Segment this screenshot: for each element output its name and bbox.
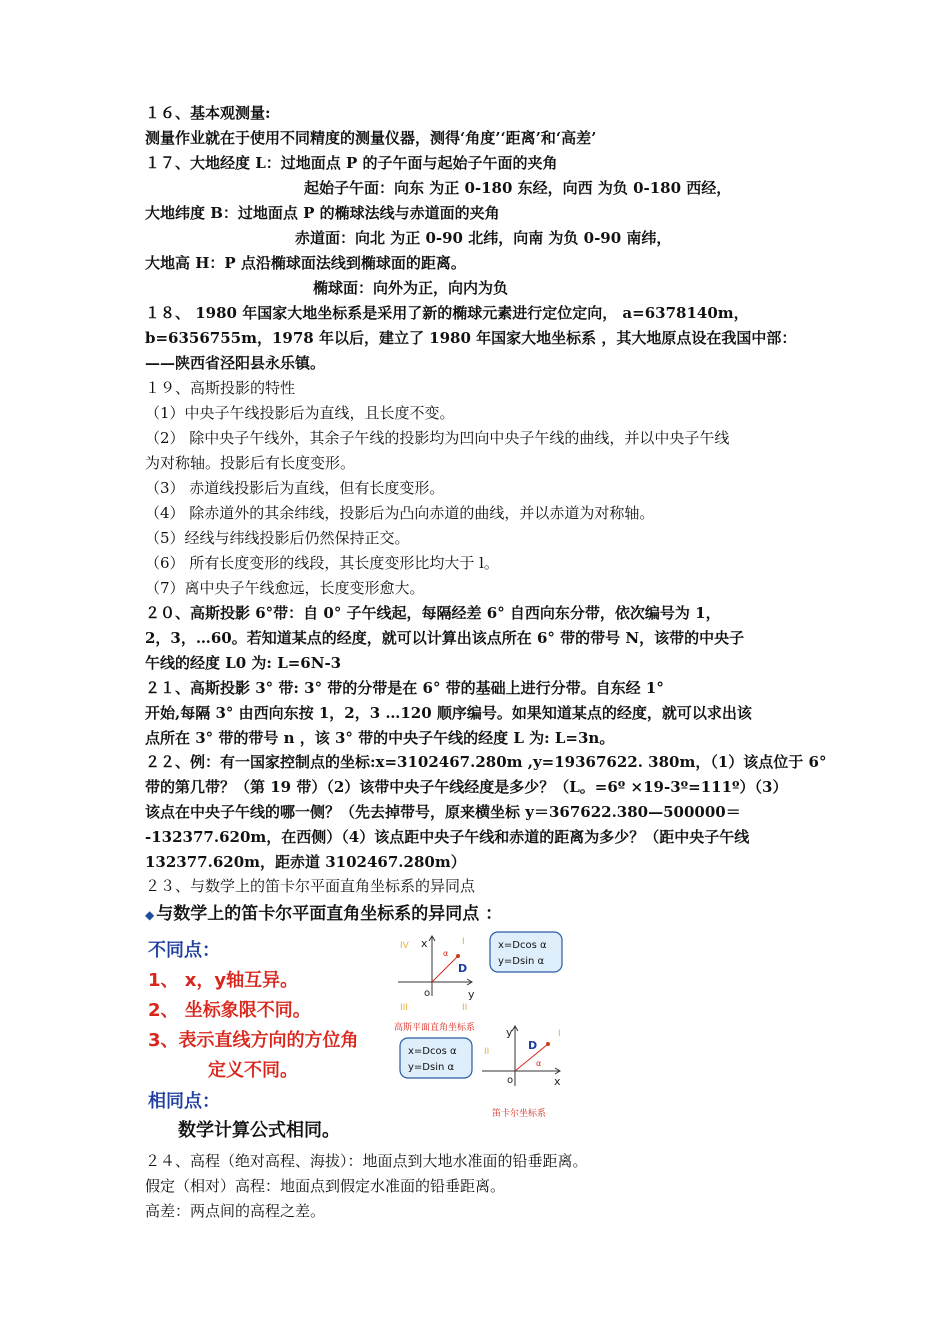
gauss-quadrant-label: II (462, 1003, 468, 1013)
gauss-caption: 高斯平面直角坐标系 (394, 1023, 476, 1033)
gauss-system (394, 932, 562, 1033)
gauss-alpha-label: α (443, 949, 449, 958)
gauss-formula-y: y=Dsin α (498, 956, 545, 967)
figure-title-text: 与数学上的笛卡尔平面直角坐标系的异同点 ： (156, 904, 503, 924)
section-24-title: ２４、高程（绝对高程、海拔）：地面点到大地水准面的铅垂距离。 (145, 1152, 588, 1170)
gauss-x-label: x (421, 937, 428, 950)
same-heading: 相同点： (148, 1091, 220, 1112)
text-line: -132377.620m，在西侧）（4）该点距中央子午线和赤道的距离为多少？（距中央子午线 (145, 828, 750, 846)
list-item: （2） 除中央子午线外，其余子午线的投影均为凹向中央子午线的曲线，并以中央子午线 (145, 429, 730, 447)
list-item: （1）中央子午线投影后为直线，且长度不变。 (145, 404, 455, 422)
cart-point-label: D (528, 1039, 538, 1052)
text-line: 该点在中央子午线的哪一侧？（先去掉带号，原来横坐标 y＝367622.380—500000＝ (145, 803, 741, 821)
section-19-title: １９、高斯投影的特性 (145, 379, 296, 397)
text-line: 2，3，…60。若知道某点的经度，就可以计算出该点所在 6° 带的带号 N，该带的中央子 (145, 629, 745, 647)
cart-alpha-label: α (536, 1059, 542, 1068)
cart-y-label: y (506, 1026, 513, 1039)
diff-heading: 不同点： (148, 940, 220, 961)
cart-quadrant-label: I (558, 1029, 561, 1039)
cartesian-system (400, 1026, 561, 1119)
gauss-quadrant-label: IV (400, 941, 409, 951)
section-17-title: １７、大地经度 L：过地面点 P 的子午面与起始子午面的夹角 (145, 154, 558, 172)
gauss-y-label: y (468, 988, 475, 1001)
text-line: b=6356755m，1978 年以后，建立了 1980 年国家大地坐标系 ，其大地原点设在我国中部： (145, 329, 797, 347)
same-item: 数学计算公式相同。 (178, 1120, 340, 1141)
cart-origin-label: o (507, 1075, 514, 1086)
gauss-direction-line (432, 956, 458, 982)
section-23-title: ２３、与数学上的笛卡尔平面直角坐标系的异同点 (145, 877, 476, 895)
text-line: 点所在 3° 带的带号 n ，该 3° 带的中央子午线的经度 L 为: L=3n。 (145, 729, 615, 747)
text-line: 假定（相对）高程：地面点到假定水准面的铅垂距离。 (145, 1177, 506, 1195)
diff-item: 定义不同。 (208, 1060, 298, 1081)
text-line: 大地纬度 B：过地面点 P 的椭球法线与赤道面的夹角 (145, 204, 500, 222)
text-line: 132377.620m，距赤道 3102467.280m） (145, 853, 466, 871)
cart-formula-x: x=Dcos α (408, 1046, 457, 1057)
text-line: 午线的经度 L0 为: L=6N-3 (145, 654, 342, 672)
cart-formula-y: y=Dsin α (408, 1062, 455, 1073)
diff-item: 2、 坐标象限不同。 (148, 1000, 311, 1021)
text-line: 测量作业就在于使用不同精度的测量仪器，测得‘角度’‘距离’和‘高差’ (145, 129, 597, 147)
gauss-origin-label: o (424, 988, 431, 999)
list-item: （7）离中央子午线愈远，长度变形愈大。 (145, 579, 425, 597)
gauss-quadrant-label: I (462, 937, 465, 947)
diff-item: 3、表示直线方向的方位角 (148, 1030, 359, 1051)
text-line: 高差：两点间的高程之差。 (145, 1202, 326, 1220)
section-18-title: １８、 1980 年国家大地坐标系是采用了新的椭球元素进行定位定向， a=6378140m， (145, 304, 749, 322)
gauss-point-label: D (458, 962, 468, 975)
cart-x-label: x (554, 1075, 561, 1088)
diamond-bullet-icon: ◆ (145, 908, 155, 922)
cart-point-marker (546, 1042, 550, 1046)
list-item: （6） 所有长度变形的线段，其长度变形比均大于 l。 (145, 554, 499, 572)
text-line: 赤道面：向北 为正 0-90 北纬，向南 为负 0-90 南纬， (295, 229, 672, 247)
text-line: ——陕西省泾阳县永乐镇。 (145, 354, 326, 372)
list-item: （3） 赤道线投影后为直线，但有长度变形。 (145, 479, 445, 497)
gauss-quadrant-label: III (400, 1003, 408, 1013)
text-line: 起始子午面：向东 为正 0-180 东经，向西 为负 0-180 西经， (304, 179, 732, 197)
coordinate-diagram (388, 926, 588, 1126)
cart-caption: 笛卡尔坐标系 (492, 1109, 547, 1119)
text-line: 带的第几带？（第 19 带）（2）该带中央子午线经度是多少？（L。=6º ×19-3º=111º）（3） (145, 778, 788, 796)
gauss-point-marker (456, 954, 460, 958)
diff-item: 1、 x，y轴互异。 (148, 970, 299, 991)
section-20-title: ２０、高斯投影 6°带：自 0° 子午线起，每隔经差 6° 自西向东分带，依次编号为 1， (145, 604, 721, 622)
text-line: 椭球面：向外为正，向内为负 (313, 279, 509, 297)
section-16-title: １６、基本观测量: (145, 104, 271, 122)
text-line: 大地高 H：P 点沿椭球面法线到椭球面的距离。 (145, 254, 466, 272)
gauss-formula-x: x=Dcos α (498, 940, 547, 951)
cart-quadrant-label: II (484, 1047, 490, 1057)
list-item: （5）经线与纬线投影后仍然保持正交。 (145, 529, 410, 547)
text-line: 为对称轴。投影后有长度变形。 (145, 454, 356, 472)
section-21-title: ２１、高斯投影 3° 带: 3° 带的分带是在 6° 带的基础上进行分带。自东经 1° (145, 679, 664, 697)
text-line: 开始,每隔 3° 由西向东按 1，2，3 …120 顺序编号。如果知道某点的经度，就可以求出该 (145, 704, 752, 722)
figure-title (145, 899, 502, 924)
section-22-title: ２２、例：有一国家控制点的坐标:x=3102467.280m ,y=19367622. 380m，（1）该点位于 6° (145, 753, 827, 771)
list-item: （4） 除赤道外的其余纬线，投影后为凸向赤道的曲线，并以赤道为对称轴。 (145, 504, 655, 522)
